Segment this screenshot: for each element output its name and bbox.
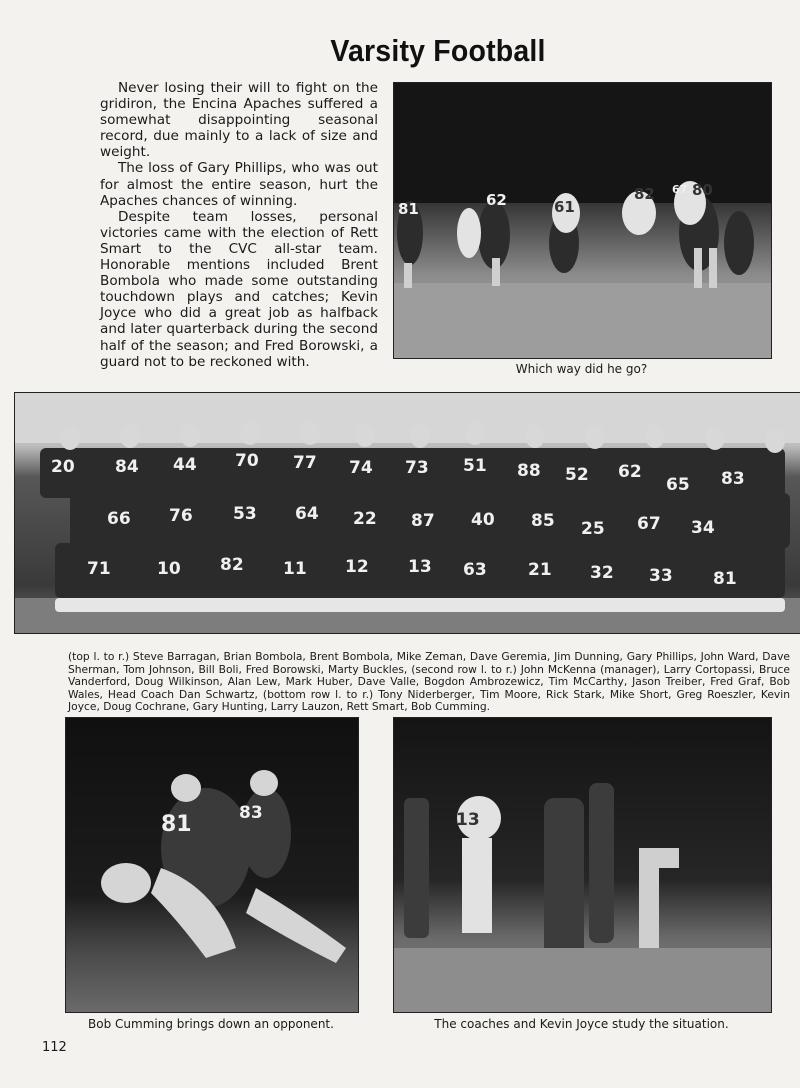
coaches-photo: [393, 717, 772, 1013]
intro-paragraph: Never losing their will to fight on the gridiron, the Encina Apaches suffered a somewhat disappointing seasonal record, due mainly to a lack of size and weight.: [100, 80, 378, 161]
jersey-number: 40: [471, 510, 495, 530]
game-action-caption: Which way did he go?: [515, 362, 648, 376]
jersey-number: 84: [115, 457, 139, 477]
tackle-figures: [66, 718, 358, 1012]
jersey-number: 66: [107, 509, 131, 529]
jersey-number: 82: [220, 555, 244, 575]
jersey-number: 73: [405, 458, 429, 478]
jersey-number: 88: [517, 461, 541, 481]
jersey-number: 33: [649, 566, 673, 586]
jersey-number: 83: [721, 469, 745, 489]
page-title: Varsity Football: [330, 33, 546, 68]
jersey-number: 52: [565, 465, 589, 485]
jersey-number: 10: [157, 559, 181, 579]
jersey-number: 64: [295, 504, 319, 524]
jersey-number: 62: [486, 191, 507, 209]
team-roster-caption: (top l. to r.) Steve Barragan, Brian Bombola, Brent Bombola, Mike Zeman, Dave Geremia, Jim Dunning, Gary Phillips, John Ward, Dave Sherman, Tom Johnson, Bill Boli, Fred Borowski, Marty Buckles, (second row l. to r.) John McKenna (manager), Larry Cortopassi, Bruce Vanderford, Doug Wilkinson, Alan Lew, Mark Huber, Dave Valle, Bogdon Ambrozewicz, Tim McCarthy, Jason Treiber, Fred Graf, Bob Wales, Head Coach Dan Schwartz, (bottom row l. to r.) Tony Niderberger, Tim Moore, Rick Stark, Mike Short, Greg Roeszler, Kevin Joyce, Doug Cochrane, Gary Hunting, Larry Lauzon, Rett Smart, Bob Cumming.: [68, 650, 790, 714]
jersey-number: 82: [634, 185, 655, 203]
jersey-number: 44: [173, 455, 197, 475]
jersey-number: 13: [408, 557, 432, 577]
intro-text: [100, 80, 378, 370]
intro-paragraph: Despite team losses, personal victories came with the election of Rett Smart to the CVC all-star team. Honorable mentions included Brent Bombola who made some outstanding touchdown plays and catches; Kevin Joyce who did a great job as halfback and later quarterback during the second half of the season; and Fred Borowski, a guard not to be reckoned with.: [100, 208, 378, 370]
jersey-number: 53: [233, 504, 257, 524]
game-action-figures: [394, 83, 771, 358]
page-number: 112: [42, 1040, 67, 1055]
jersey-number: 85: [531, 511, 555, 531]
jersey-number: 67: [637, 514, 661, 534]
jersey-number: 76: [169, 506, 193, 526]
coaches-caption: The coaches and Kevin Joyce study the situation.: [434, 1017, 729, 1031]
intro-paragraph: The loss of Gary Phillips, who was out for almost the entire season, hurt the Apaches chances of winning.: [100, 160, 378, 209]
jersey-number: 80: [692, 181, 713, 199]
jersey-number: 21: [528, 560, 552, 580]
jersey-number: 81: [713, 569, 737, 589]
game-action-photo: [393, 82, 772, 359]
jersey-number: 70: [235, 451, 259, 471]
jersey-number: 67: [672, 183, 688, 196]
team-photo: [14, 392, 800, 634]
jersey-number: 13: [456, 810, 480, 830]
coaches-figures: [394, 718, 771, 1012]
tackle-photo: [65, 717, 359, 1013]
jersey-number: 51: [463, 456, 487, 476]
tackle-caption: Bob Cumming brings down an opponent.: [88, 1017, 334, 1031]
jersey-number: 25: [581, 519, 605, 539]
team-figures: [15, 393, 800, 633]
jersey-number: 81: [161, 812, 192, 837]
jersey-number: 63: [463, 560, 487, 580]
jersey-number: 12: [345, 557, 369, 577]
jersey-number: 20: [51, 457, 75, 477]
jersey-number: 65: [666, 475, 690, 495]
jersey-number: 62: [618, 462, 642, 482]
jersey-number: 77: [293, 453, 317, 473]
jersey-number: 83: [239, 803, 263, 823]
jersey-number: 87: [411, 511, 435, 531]
jersey-number: 61: [554, 198, 575, 216]
jersey-number: 22: [353, 509, 377, 529]
jersey-number: 74: [349, 458, 373, 478]
jersey-number: 11: [283, 559, 307, 579]
jersey-number: 34: [691, 518, 715, 538]
jersey-number: 71: [87, 559, 111, 579]
jersey-number: 32: [590, 563, 614, 583]
jersey-number: 81: [398, 200, 419, 218]
